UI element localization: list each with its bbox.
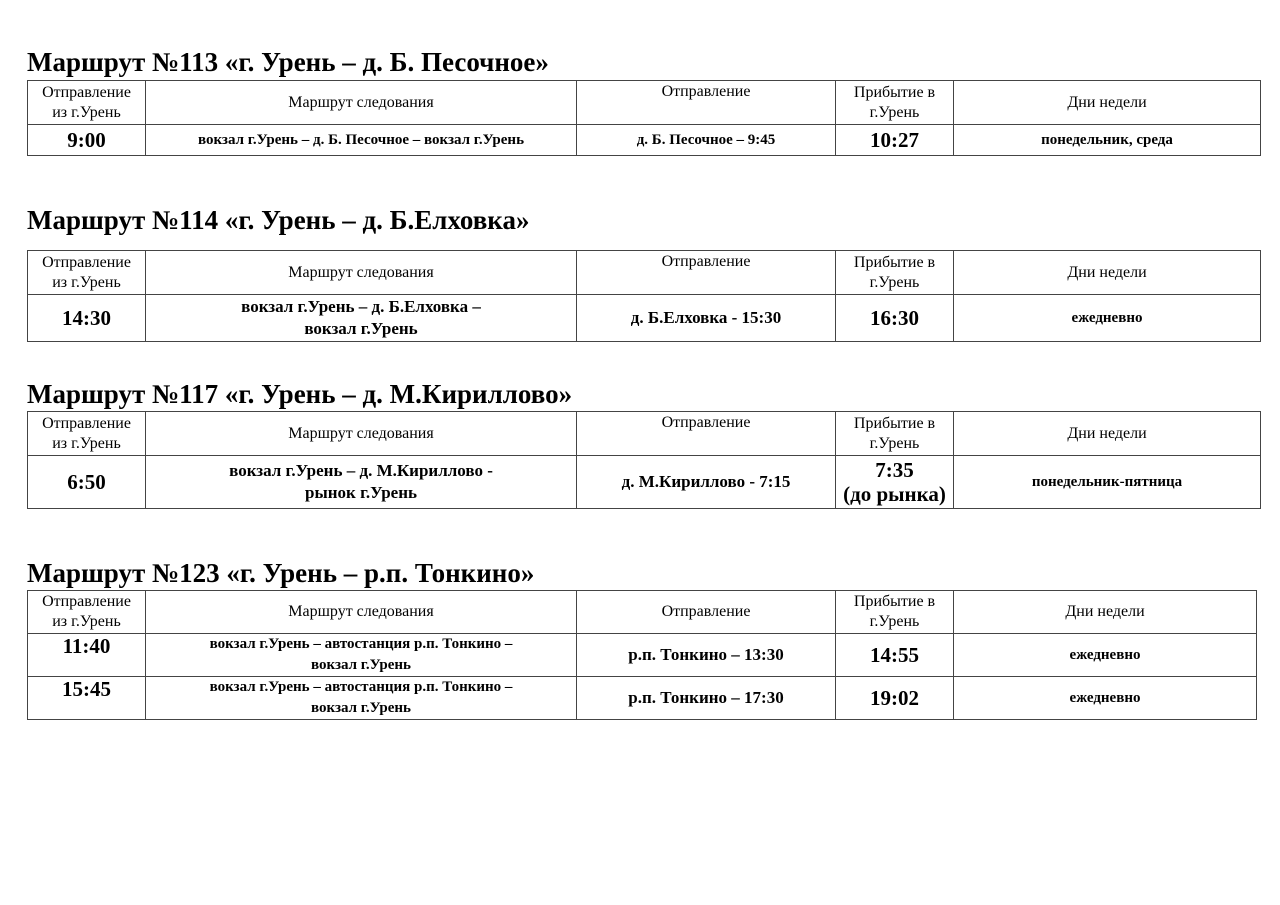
table-row [28,295,1261,342]
header-departure-from: Отправление из г.Урень [28,81,146,125]
header-route: Маршрут следования [146,251,577,295]
header-departure: Отправление [577,412,836,456]
days-of-week: понедельник-пятница [954,456,1261,509]
header-departure-from: Отправление из г.Урень [28,251,146,295]
route-title-114: Маршрут №114 «г. Урень – д. Б.Елховка» [27,205,530,235]
header-arrival: Прибытие в г.Урень [836,591,954,634]
departure-time: 15:45 [28,677,146,720]
departure-time: 14:30 [28,295,146,342]
header-days: Дни недели [954,81,1261,125]
departure-time: 6:50 [28,456,146,509]
route-path: вокзал г.Урень – автостанция р.п. Тонкино – вокзал г.Урень [146,634,577,677]
table-row [28,125,1261,156]
header-arrival: Прибытие в г.Урень [836,81,954,125]
schedule-table-117 [27,411,1261,509]
header-arrival: Прибытие в г.Урень [836,412,954,456]
arrival-time: 10:27 [836,125,954,156]
days-of-week: понедельник, среда [954,125,1261,156]
table-row [28,677,1257,720]
departure-point: д. Б.Елховка - 15:30 [577,295,836,342]
table-header-row [28,591,1257,634]
departure-point: д. Б. Песочное – 9:45 [577,125,836,156]
header-route: Маршрут следования [146,412,577,456]
table-header-row [28,251,1261,295]
header-departure: Отправление [577,81,836,125]
arrival-time: 7:35 (до рынка) [836,456,954,509]
route-path: вокзал г.Урень – д. Б. Песочное – вокзал г.Урень [146,125,577,156]
header-route: Маршрут следования [146,591,577,634]
header-departure-from: Отправление из г.Урень [28,412,146,456]
header-days: Дни недели [954,251,1261,295]
days-of-week: ежедневно [954,295,1261,342]
header-arrival: Прибытие в г.Урень [836,251,954,295]
departure-time: 11:40 [28,634,146,677]
route-title-113: Маршрут №113 «г. Урень – д. Б. Песочное» [27,47,549,77]
arrival-time: 16:30 [836,295,954,342]
arrival-time: 19:02 [836,677,954,720]
arrival-time: 14:55 [836,634,954,677]
table-header-row [28,412,1261,456]
header-departure: Отправление [577,591,836,634]
route-title-123: Маршрут №123 «г. Урень – р.п. Тонкино» [27,558,535,588]
header-departure-from: Отправление из г.Урень [28,591,146,634]
route-path: вокзал г.Урень – д. М.Кириллово - рынок г.Урень [146,456,577,509]
days-of-week: ежедневно [954,634,1257,677]
header-route: Маршрут следования [146,81,577,125]
departure-time: 9:00 [28,125,146,156]
route-title-117: Маршрут №117 «г. Урень – д. М.Кириллово» [27,379,573,409]
table-row [28,456,1261,509]
header-days: Дни недели [954,412,1261,456]
departure-point: р.п. Тонкино – 13:30 [577,634,836,677]
header-departure: Отправление [577,251,836,295]
schedule-table-114 [27,250,1261,342]
table-row [28,634,1257,677]
table-header-row [28,81,1261,125]
header-days: Дни недели [954,591,1257,634]
departure-point: р.п. Тонкино – 17:30 [577,677,836,720]
schedule-table-113 [27,80,1261,156]
days-of-week: ежедневно [954,677,1257,720]
route-path: вокзал г.Урень – д. Б.Елховка – вокзал г.Урень [146,295,577,342]
schedule-table-123 [27,590,1257,720]
route-path: вокзал г.Урень – автостанция р.п. Тонкино – вокзал г.Урень [146,677,577,720]
departure-point: д. М.Кириллово - 7:15 [577,456,836,509]
